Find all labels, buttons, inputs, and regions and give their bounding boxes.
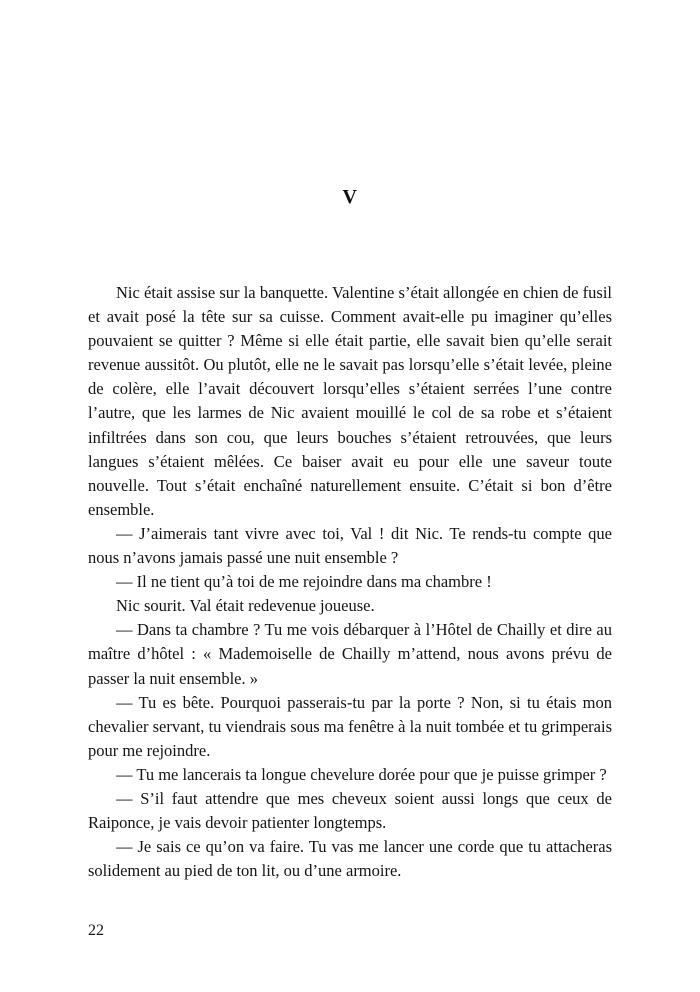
paragraph-dialogue: — Je sais ce qu’on va faire. Tu vas me lancer une corde que tu attacheras solidement au pied de ton lit, ou d’une armoire.: [88, 837, 612, 881]
paragraph: Nic sourit. Val était redevenue joueuse.: [116, 596, 375, 616]
paragraph-dialogue: — Il ne tient qu’à toi de me rejoindre dans ma chambre !: [116, 572, 492, 592]
body-text: [88, 281, 612, 883]
page-number: 22: [88, 922, 104, 939]
paragraph-dialogue: — J’aimerais tant vivre avec toi, Val ! dit Nic. Te rends-tu compte que nous n’avons jamais passé une nuit ensemble ?: [88, 523, 612, 568]
paragraph-dialogue: — Tu es bête. Pourquoi passerais-tu par la porte ? Non, si tu étais mon chevalier servant, tu viendrais sous ma fenêtre à la nuit tombée et tu grimperais pour me rejoindre.: [88, 692, 612, 760]
paragraph: Nic était assise sur la banquette. Valentine s’était allongée en chien de fusil et avait posé la tête sur sa cuisse. Comment avait-elle pu imaginer qu’elles pouvaient se quitter ? Même si elle était partie, elle savait bien qu’elle serait revenue aussitôt. Ou plutôt, elle ne le savait pas lorsqu’elle s’était levée, pleine de colère, elle l’avait découvert lorsqu’elles s’étaient serrées l’une contre l’autre, que les larmes de Nic avaient mouillé le col de sa robe et s’étaient infiltrées dans son cou, que leurs bouches s’étaient retrouvées, que leurs langues s’étaient mêlées. Ce baiser avait eu pour elle une saveur toute nouvelle. Tout s’était enchaîné naturellement ensuite. C’était si bon d’être ensemble.: [88, 283, 612, 519]
chapter-heading: V: [342, 186, 358, 208]
paragraph-dialogue: — S’il faut attendre que mes cheveux soient aussi longs que ceux de Raiponce, je vais devoir patienter longtemps.: [88, 788, 612, 833]
paragraph-dialogue: — Dans ta chambre ? Tu me vois débarquer à l’Hôtel de Chailly et dire au maître d’hôtel : « Mademoiselle de Chailly m’attend, nous avons prévu de passer la nuit ensemble. »: [88, 620, 612, 688]
paragraph-dialogue: — Tu me lancerais ta longue chevelure dorée pour que je puisse grimper ?: [116, 764, 607, 784]
